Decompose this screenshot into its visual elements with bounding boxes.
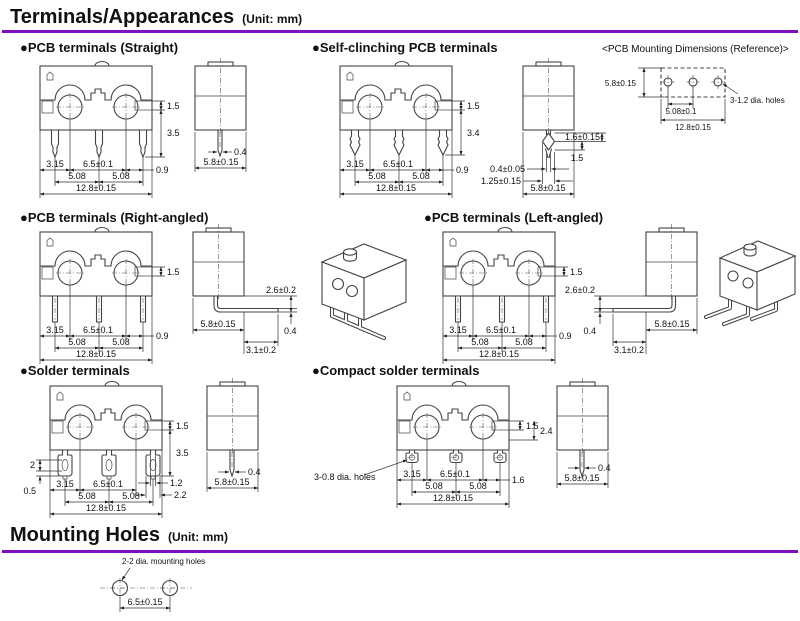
dim-0-4: 0.4 xyxy=(248,467,261,477)
terminal-pin xyxy=(350,130,360,155)
dim-0-5: 0.5 xyxy=(23,486,36,496)
terminal-pin xyxy=(53,296,58,322)
solder-lug xyxy=(146,450,160,479)
dimensions xyxy=(605,68,785,132)
terminal-pin xyxy=(218,130,222,156)
terminal-pin xyxy=(96,130,103,157)
dim-6-5: 6.5±0.1 xyxy=(486,325,516,335)
mounting-hole xyxy=(110,578,130,598)
diagram-right-angled xyxy=(25,222,317,364)
section-label-solder: ●Solder terminals xyxy=(20,363,130,378)
plunger xyxy=(744,244,756,256)
dim-2-6: 2.6±0.2 xyxy=(565,285,595,295)
dim-0-9: 0.9 xyxy=(559,331,572,341)
diagram-pcb-mounting-reference xyxy=(598,56,800,148)
dim-5-08: 5.08 xyxy=(469,481,487,491)
hole-note: 3-0.8 dia. holes xyxy=(314,472,376,482)
accent-rule xyxy=(2,30,798,33)
dim-6-5: 6.5±0.1 xyxy=(93,479,123,489)
dim-5-08: 5.08 xyxy=(515,337,533,347)
diagram-left-angled xyxy=(428,222,728,364)
dim-5-8: 5.8±0.15 xyxy=(203,157,239,167)
diagram-compact-solder xyxy=(312,376,616,512)
unit-label: (Unit: mm) xyxy=(167,530,228,544)
terminal-pin xyxy=(438,130,448,155)
dim-1-25: 1.25±0.15 xyxy=(481,176,521,186)
dimensions xyxy=(314,421,553,508)
dim-3-15: 3.15 xyxy=(56,479,74,489)
dim-12-8: 12.8±0.15 xyxy=(376,183,416,193)
dim-2-6: 2.6±0.2 xyxy=(266,285,296,295)
dim-6-5: 6.5±0.1 xyxy=(440,469,470,479)
mounting-holes-header xyxy=(10,524,228,547)
dim-3-1: 3.1±0.2 xyxy=(614,345,644,355)
dim-0-4: 0.4 xyxy=(598,463,611,473)
solder-tab xyxy=(494,450,506,463)
diagram-pcb-straight xyxy=(25,56,295,206)
side-view xyxy=(195,58,247,172)
dim-1-5: 1.5 xyxy=(176,421,189,431)
section-label-left-angled: ●PCB terminals (Left-angled) xyxy=(424,210,604,225)
dim-6-5: 6.5±0.15 xyxy=(127,597,163,607)
dim-6-5: 6.5±0.1 xyxy=(83,159,113,169)
dim-1-2: 1.2 xyxy=(170,478,183,488)
diagram-self-clinching xyxy=(325,56,625,206)
dim-12-8: 12.8±0.15 xyxy=(675,123,711,132)
diagram-mounting-holes xyxy=(92,554,282,618)
dim-5-08: 5.08 xyxy=(425,481,443,491)
dim-1-5: 1.5 xyxy=(526,421,539,431)
front-view xyxy=(443,228,555,323)
terminal-pin xyxy=(141,296,146,322)
dim-1-6: 1.6±0.15 xyxy=(565,132,600,142)
dim-3-5: 3.5 xyxy=(167,128,180,138)
diagram-solder xyxy=(10,376,310,522)
dim-1-5: 1.5 xyxy=(167,101,180,111)
terminal-pin xyxy=(230,450,234,476)
dim-1-5: 1.5 xyxy=(570,267,583,277)
terminal-pin xyxy=(52,130,59,157)
dim-5-08: 5.08 xyxy=(112,337,130,347)
solder-tab xyxy=(406,450,418,463)
dim-1-5: 1.5 xyxy=(570,153,584,163)
unit-label: (Unit: mm) xyxy=(242,12,303,26)
side-view xyxy=(565,224,697,355)
dim-2: 2 xyxy=(29,460,35,470)
terminal-pin xyxy=(500,296,505,322)
bent-terminal xyxy=(613,296,676,312)
front-view xyxy=(397,382,509,463)
dim-5-8: 5.8±0.15 xyxy=(200,319,236,329)
dim-2-4: 2.4 xyxy=(540,426,553,436)
terminal-pin xyxy=(456,296,461,322)
dim-5-08: 5.08±0.1 xyxy=(665,107,697,116)
side-view xyxy=(193,224,297,355)
hole-note: 3-1.2 dia. holes xyxy=(730,96,785,105)
terminal-pin xyxy=(97,296,102,322)
side-view xyxy=(481,58,606,198)
dim-5-8: 5.8±0.15 xyxy=(530,183,566,193)
plunger xyxy=(344,249,357,261)
dim-2-2: 2.2 xyxy=(174,490,187,500)
dim-12-8: 12.8±0.15 xyxy=(86,503,126,513)
dim-12-8: 12.8±0.15 xyxy=(76,349,116,359)
dim-1-5: 1.5 xyxy=(467,101,480,111)
bent-terminal xyxy=(214,296,278,312)
front-view xyxy=(40,62,152,158)
mounting-hole xyxy=(160,578,180,598)
dim-3-1: 3.1±0.2 xyxy=(246,345,276,355)
section-label-self-clinching: ●Self-clinching PCB terminals xyxy=(312,40,498,55)
front-view xyxy=(340,62,452,156)
accent-rule xyxy=(2,550,798,553)
clinch-barb xyxy=(543,133,555,150)
front-view xyxy=(50,382,162,480)
dim-5-8: 5.8±0.15 xyxy=(214,477,250,487)
dim-12-8: 12.8±0.15 xyxy=(479,349,519,359)
dim-3-5: 3.5 xyxy=(176,448,189,458)
dim-1-5: 1.5 xyxy=(167,267,180,277)
dim-6-5: 6.5±0.1 xyxy=(383,159,413,169)
dim-5-8: 5.8±0.15 xyxy=(604,79,636,88)
solder-tab xyxy=(450,450,462,463)
section-label-pcb-straight: ●PCB terminals (Straight) xyxy=(20,40,179,55)
dim-0-9: 0.9 xyxy=(156,165,169,175)
side-view xyxy=(557,378,611,488)
dim-0-9: 0.9 xyxy=(456,165,469,175)
page-header xyxy=(10,6,302,29)
dim-3-4: 3.4 xyxy=(467,128,480,138)
dim-12-8: 12.8±0.15 xyxy=(76,183,116,193)
dim-3-15: 3.15 xyxy=(346,159,364,169)
terminal-pin xyxy=(140,130,147,157)
dim-12-8: 12.8±0.15 xyxy=(433,493,473,503)
dim-5-08: 5.08 xyxy=(68,171,86,181)
dim-5-08: 5.08 xyxy=(68,337,86,347)
isometric-view-right-angled xyxy=(292,232,420,334)
dim-5-08: 5.08 xyxy=(368,171,386,181)
page-title: Terminals/Appearances xyxy=(10,6,235,28)
dim-0-4: 0.4 xyxy=(583,326,596,336)
dim-5-8: 5.8±0.15 xyxy=(564,473,600,483)
terminal-pin xyxy=(544,296,549,322)
isometric-view-left-angled xyxy=(698,228,800,338)
front-view xyxy=(40,228,152,323)
dim-3-15: 3.15 xyxy=(46,325,64,335)
dim-5-08: 5.08 xyxy=(471,337,489,347)
dim-5-08: 5.08 xyxy=(78,491,96,501)
dim-5-8: 5.8±0.15 xyxy=(654,319,690,329)
section-label-right-angled: ●PCB terminals (Right-angled) xyxy=(20,210,209,225)
section-label-compact-solder: ●Compact solder terminals xyxy=(312,363,480,378)
dim-5-08: 5.08 xyxy=(122,491,140,501)
dim-1-6: 1.6 xyxy=(512,475,525,485)
dim-5-08: 5.08 xyxy=(112,171,130,181)
dim-3-15: 3.15 xyxy=(46,159,64,169)
dim-5-08: 5.08 xyxy=(412,171,430,181)
section-label-pcb-mounting-ref: <PCB Mounting Dimensions (Reference)> xyxy=(602,44,789,55)
dim-3-15: 3.15 xyxy=(449,325,467,335)
dim-0-4: 0.4 xyxy=(234,147,247,157)
dim-3-15: 3.15 xyxy=(403,469,421,479)
side-view xyxy=(207,378,261,492)
dim-0-4: 0.4±0.05 xyxy=(490,164,525,174)
solder-lug xyxy=(102,450,116,479)
dim-0-9: 0.9 xyxy=(156,331,169,341)
mounting-holes-title: Mounting Holes xyxy=(10,524,160,546)
dim-0-4: 0.4 xyxy=(284,326,297,336)
terminal-pin xyxy=(394,130,404,155)
solder-lug xyxy=(58,450,72,479)
dim-6-5: 6.5±0.1 xyxy=(83,325,113,335)
mounting-hole-note: 2-2 dia. mounting holes xyxy=(122,557,206,566)
